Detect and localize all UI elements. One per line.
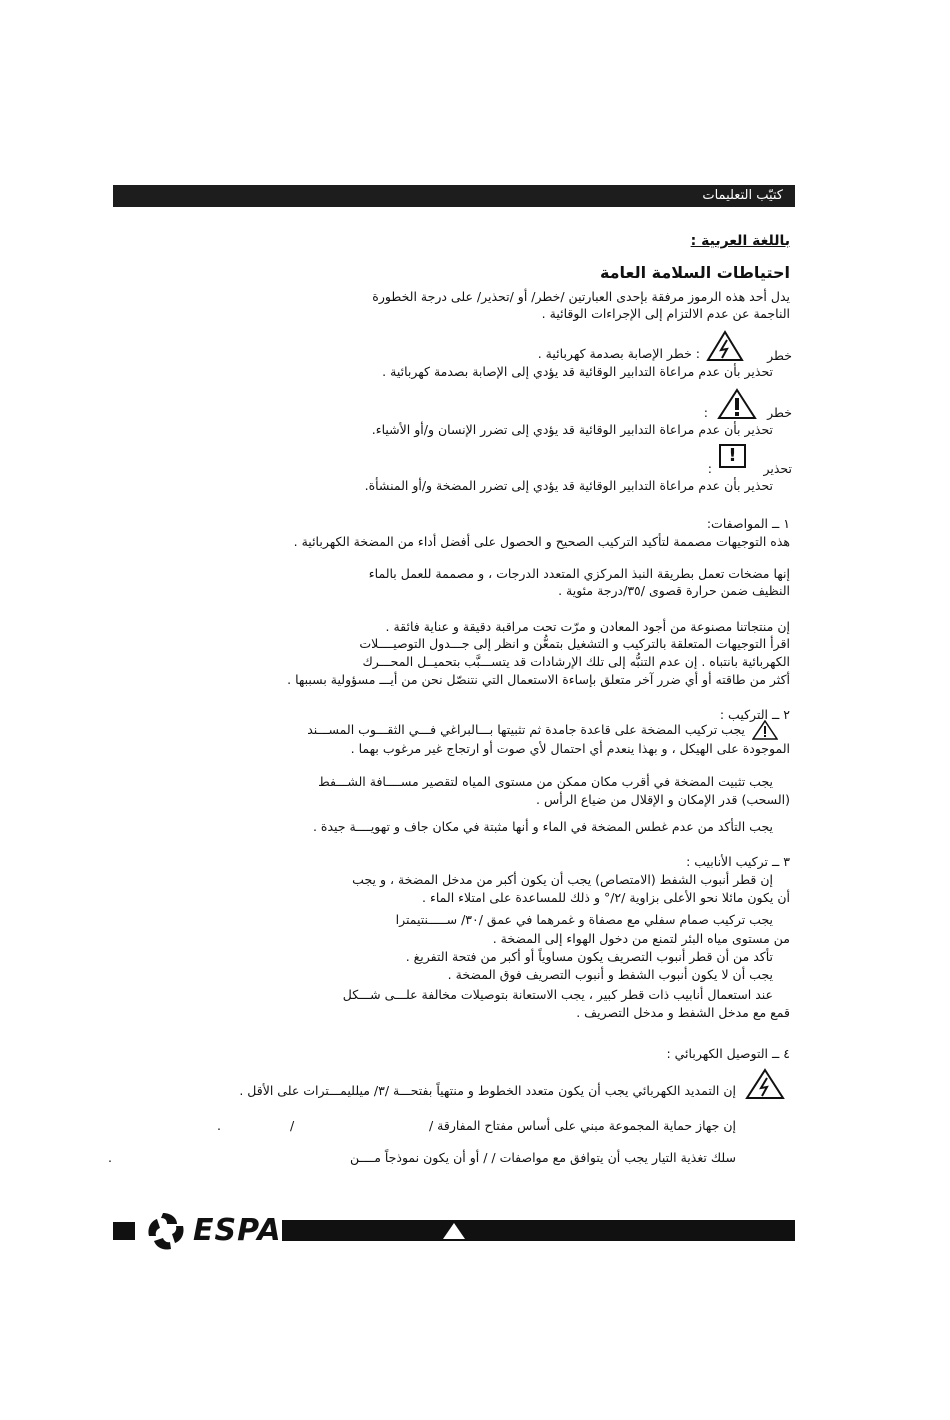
s2-line: الموجودة على الهيكل ، و بهذا ينعدم أي احتمال لأي صوت أو ارتجاج غير مرغوب بهما . xyxy=(350,741,790,756)
symbol-caption-1: : خطر الإصابة بصدمة كهربائية . xyxy=(537,346,700,361)
symbol-danger-word-1: خطر xyxy=(767,348,792,363)
language-heading: باللغة العربية : xyxy=(690,233,790,249)
footer-bar xyxy=(282,1220,795,1241)
s3-line: أن يكون مائلا نحو الأعلى بزاوية /٢/° و ذلك للمساعدة على امتلاء الماء . xyxy=(422,890,790,905)
triangle-up-icon xyxy=(442,1222,466,1240)
s2-line: يجب تركيب المضخة على قاعدة جامدة ثم تثبيتها بـــالبراغي فـــي الثقـــوب المســـند xyxy=(307,722,745,737)
s1-line: الكهربائية بانتباه . إن عدم التنبُّه إلى تلك الإرشادات قد يتســـبَّب بتحميــل المحـــرك xyxy=(362,654,790,669)
electric-shock-warning-icon xyxy=(745,1068,785,1100)
s4-stray-slash: / xyxy=(290,1118,295,1133)
symbol-desc-1: تحذير بأن عدم مراعاة التدابير الوقائية قد يؤدي إلى الإصابة بصدمة كهربائية . xyxy=(382,364,773,379)
header-title: كتيّب التعليمات xyxy=(702,188,783,203)
s1-line: إنها مضخات تعمل بطريقة النبذ المركزي المتعدد الدرجات ، و مصممة للعمل بالماء xyxy=(368,566,790,581)
symbol-warning-word-3: تحذير xyxy=(763,461,792,476)
s4-line: إن جهاز حماية المجموعة مبني على أساس مفتاح المفارقة / xyxy=(428,1118,736,1133)
s4-stray-dot: . xyxy=(217,1118,221,1133)
symbol-desc-3: تحذير بأن عدم مراعاة التدابير الوقائية قد يؤدي إلى تضرر المضخة و/أو المنشأة. xyxy=(364,478,773,493)
s2-line: (السحب) قدر الإمكان و الإقلال من ضياع الرأس . xyxy=(536,792,790,807)
exclamation-warning-icon xyxy=(752,720,778,740)
s4-line: إن التمديد الكهربائي يجب أن يكون متعدد الخطوط و منتهياً بفتحـــة /٣/ ميلليمـــترات على الأقل . xyxy=(239,1083,736,1098)
s3-heading: ٣ ــ تركيب الأنابيب : xyxy=(686,854,790,869)
s1-line: إن منتجاتنا مصنوعة من أجود المعادن و مرّت تحت مراقبة دقيقة و عناية فائقة . xyxy=(385,619,790,634)
intro-line-1: يدل أحد هذه الرموز مرفقة بإحدى العبارتين /خطر/ أو /تحذير/ على درجة الخطورة xyxy=(372,289,790,304)
s3-line: إن قطر أنبوب الشفط (الامتصاص) يجب أن يكون أكبر من مدخل المضخة ، و يجب xyxy=(352,872,773,887)
electric-shock-warning-icon xyxy=(706,330,744,362)
s3-line: يجب تركيب صمام سفلي مع مصفاة و غمرهما في عمق /٣٠/ ســـــنتيمترا xyxy=(395,912,773,927)
s4-heading: ٤ ــ التوصيل الكهربائي : xyxy=(666,1046,790,1061)
exclamation-box-icon: ! xyxy=(719,444,746,468)
espa-logo-icon xyxy=(143,1210,189,1252)
s1-heading: ١ ــ المواصفات: xyxy=(706,516,790,531)
exclamation-warning-icon xyxy=(717,388,757,420)
s2-line: يجب التأكد من عدم غطس المضخة في الماء و أنها مثبتة في مكان جاف و تهويــــة جيدة . xyxy=(312,819,773,834)
brand-logo: ESPA xyxy=(193,1213,282,1248)
s1-line: أكثر من طاقته أو أي ضرر آخر متعلق بإساءة الاستعمال التي نتنصّل نحن من أيـــ مسؤولية بسببها . xyxy=(287,672,790,687)
s4-stray-dot-2: . xyxy=(108,1150,112,1165)
header-bar xyxy=(113,185,795,207)
symbol-danger-word-2: خطر xyxy=(767,405,792,420)
s3-line: يجب أن لا يكون أنبوب الشفط و أنبوب التصريف فوق المضخة . xyxy=(447,967,773,982)
s3-line: تأكد من أن قطر أنبوب التصريف يكون مساوياً أو أكبر من فتحة التفريغ . xyxy=(405,949,773,964)
symbol-desc-2: تحذير بأن عدم مراعاة التدابير الوقائية قد يؤدي إلى تضرر الإنسان و/أو الأشياء. xyxy=(371,422,773,437)
s3-line: قمع مع مدخل الشفط و مدخل التصريف . xyxy=(576,1005,790,1020)
s1-line: هذه التوجيهات مصممة لتأكيد التركيب الصحيح و الحصول على أفضل أداء من المضخة الكهربائية . xyxy=(293,534,790,549)
symbol-caption-3: : xyxy=(707,461,712,476)
s2-heading: ٢ ــ التركيب : xyxy=(719,707,790,722)
section-title: احتياطات السلامة العامة xyxy=(599,263,790,282)
symbol-caption-2: : xyxy=(703,405,708,420)
s2-line: يجب تثبيت المضخة في أقرب مكان ممكن من مستوى المياه لتقصير مســــافة الشـــفط xyxy=(318,774,773,789)
s4-line: سلك تغذية التيار يجب أن يتوافق مع مواصفات / / أو أن يكون نموذجاً مــــن xyxy=(350,1150,736,1165)
s1-line: اقرأ التوجيهات المتعلقة بالتركيب و التشغيل بتمعُّن و انظر إلى جـــدول التوصيــــلات xyxy=(359,636,790,651)
s3-line: عند استعمال أنابيب ذات قطر كبير ، يجب الاستعانة بتوصيلات مخالفة علـــى شـــكل xyxy=(342,987,773,1002)
footer-square xyxy=(113,1222,135,1240)
s3-line: من مستوى مياه البئر لتمنع من دخول الهواء إلى المضخة . xyxy=(492,931,790,946)
s1-line: النظيف ضمن حرارة قصوى /٣٥/درجة مئوية . xyxy=(558,583,790,598)
intro-line-2: الناجمة عن عدم الالتزام إلى الإجراءات الوقائية . xyxy=(541,306,790,321)
